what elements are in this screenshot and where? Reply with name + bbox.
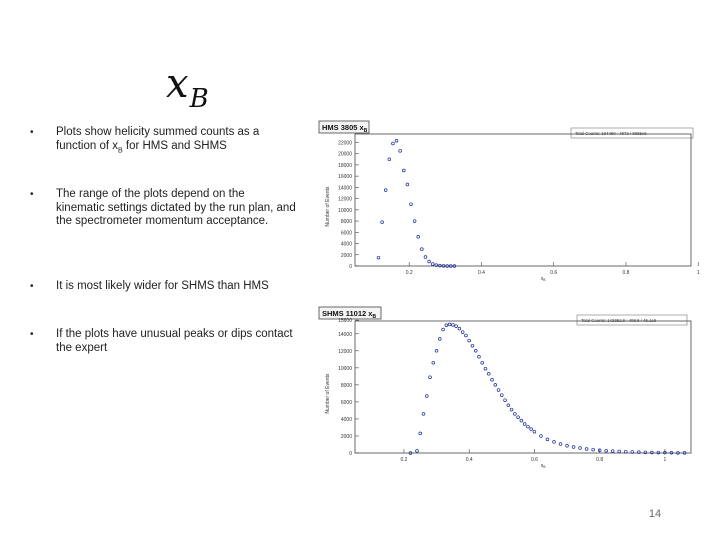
- bullet-glyph: •: [30, 329, 34, 340]
- data-point: [513, 412, 516, 415]
- data-point: [384, 189, 387, 192]
- bullet-text: It is most likely wider for SHMS than HMS: [56, 280, 269, 292]
- data-point: [533, 430, 536, 433]
- data-point: [402, 169, 405, 172]
- y-tick-label: 10000: [338, 365, 352, 372]
- data-point: [392, 142, 395, 145]
- data-point: [559, 443, 562, 446]
- x-axis-label: $x_B$: [540, 276, 546, 282]
- data-point: [451, 323, 454, 326]
- plot-title: HMS 3805 $x_B$: [322, 123, 368, 134]
- x-tick-label: 0.6: [550, 270, 558, 276]
- data-point: [425, 395, 428, 398]
- y-tick-label: 6000: [340, 399, 352, 406]
- x-tick-label: 0.8: [622, 270, 630, 276]
- y-axis-label: Number of Events: [325, 186, 331, 227]
- bullet-text: The range of the plots depend on the kinematic settings dictated by the run plan, and the spectrometer momentum acceptance.: [56, 188, 296, 227]
- hms-xb-histogram: [315, 118, 700, 282]
- data-point: [487, 372, 490, 375]
- plot-title-subscript: B: [363, 128, 368, 134]
- data-point: [381, 221, 384, 224]
- bullet-text: If the plots have unusual peaks or dips contact the expert: [56, 328, 293, 354]
- bullet-glyph: •: [30, 281, 34, 292]
- bullet-text-before: Plots show helicity summed counts as a function of x: [56, 126, 260, 152]
- data-point: [410, 203, 413, 206]
- plot-frame: [355, 134, 691, 266]
- bullet-text-subscript: B: [118, 146, 123, 154]
- data-point: [546, 438, 549, 441]
- y-tick-label: 2000: [340, 252, 352, 259]
- data-point: [399, 149, 402, 152]
- x-tick-label: 1: [663, 457, 667, 463]
- y-tick-label: 6000: [340, 230, 352, 237]
- data-point: [424, 256, 427, 259]
- data-point: [461, 331, 464, 334]
- y-tick-label: 0: [349, 264, 352, 270]
- data-point: [417, 235, 420, 238]
- x-tick-label: 0.2: [400, 457, 408, 463]
- data-point: [650, 451, 653, 454]
- data-point: [455, 325, 458, 328]
- y-tick-label: 8000: [340, 219, 352, 226]
- x-tick-label: 0.4: [477, 270, 485, 276]
- data-point: [523, 423, 526, 426]
- data-point: [406, 183, 409, 186]
- data-point: [429, 376, 432, 379]
- y-tick-label: 14000: [338, 185, 352, 192]
- data-point: [420, 248, 423, 251]
- y-axis-label: Number of Events: [325, 373, 331, 414]
- slide-title-main: x: [166, 61, 189, 107]
- x-tick-label: 0.8: [596, 457, 604, 463]
- y-tick-label: 14000: [338, 331, 352, 338]
- data-point: [377, 256, 380, 259]
- plot-title: SHMS 11012 $x_B$: [322, 309, 377, 320]
- data-point: [517, 416, 520, 419]
- data-point: [507, 404, 510, 407]
- data-point: [526, 425, 529, 428]
- y-tick-label: 22000: [338, 140, 352, 147]
- data-point: [484, 367, 487, 370]
- data-point: [465, 334, 468, 337]
- slide-title-subscript: B: [189, 84, 209, 114]
- data-point: [540, 435, 543, 438]
- data-point: [572, 446, 575, 449]
- y-tick-label: 4000: [340, 416, 352, 423]
- x-tick-label: 1: [696, 270, 700, 276]
- data-point: [657, 451, 660, 454]
- y-tick-label: 15600: [338, 318, 352, 325]
- data-point: [388, 158, 391, 161]
- data-point: [438, 337, 441, 340]
- shms-plot: [315, 305, 695, 469]
- x-tick-label: 0.4: [465, 457, 473, 463]
- y-tick-label: 2000: [340, 433, 352, 440]
- data-point: [504, 399, 507, 402]
- data-point: [413, 220, 416, 223]
- data-point: [585, 448, 588, 451]
- data-point: [618, 450, 621, 453]
- y-tick-label: 20000: [338, 151, 352, 158]
- plot-frame: [355, 321, 691, 453]
- data-point: [395, 139, 398, 142]
- data-point: [422, 412, 425, 415]
- data-point: [478, 355, 481, 358]
- bullet-glyph: •: [30, 189, 34, 200]
- bullet-text: [56, 126, 296, 157]
- y-tick-label: 16000: [338, 174, 352, 181]
- slide-title: [166, 61, 209, 119]
- y-tick-label: 12000: [338, 196, 352, 203]
- data-point: [520, 419, 523, 422]
- plot-title-subscript: B: [372, 314, 377, 320]
- data-point: [530, 428, 533, 431]
- data-point: [468, 339, 471, 342]
- data-point: [428, 260, 431, 263]
- bullet-glyph: •: [30, 127, 34, 138]
- hms-plot: [315, 118, 700, 282]
- data-point: [442, 328, 445, 331]
- data-point: [579, 447, 582, 450]
- data-point: [432, 361, 435, 364]
- data-point: [497, 389, 500, 392]
- data-point: [481, 361, 484, 364]
- data-point: [494, 383, 497, 386]
- y-tick-label: 12000: [338, 348, 352, 355]
- data-point: [445, 324, 448, 327]
- data-point: [500, 394, 503, 397]
- data-point: [566, 444, 569, 447]
- data-point: [592, 448, 595, 451]
- data-point: [605, 449, 608, 452]
- data-point: [431, 263, 434, 266]
- y-tick-label: 8000: [340, 382, 352, 389]
- page-number: 14: [648, 508, 662, 520]
- data-point: [611, 450, 614, 453]
- stats-text: Total Counts: 104460 : 4972 / 8365e6: [575, 131, 647, 136]
- y-tick-label: 18000: [338, 162, 352, 169]
- data-point: [510, 408, 513, 411]
- x-axis-label: $x_B$: [540, 463, 546, 469]
- data-point: [474, 349, 477, 352]
- x-tick-label: 0.2: [405, 270, 413, 276]
- data-point: [471, 344, 474, 347]
- y-tick-label: 4000: [340, 241, 352, 248]
- x-axis-label-subscript: B: [543, 278, 546, 282]
- data-point: [419, 432, 422, 435]
- x-tick-label: 0.6: [530, 457, 538, 463]
- y-tick-label: 10000: [338, 207, 352, 214]
- data-point: [553, 441, 556, 444]
- data-point: [448, 323, 451, 326]
- shms-xb-histogram: [315, 305, 695, 469]
- data-point: [435, 349, 438, 352]
- x-axis-label-subscript: B: [543, 465, 546, 469]
- bullet-text-after: for HMS and SHMS: [122, 139, 227, 152]
- data-point: [458, 327, 461, 330]
- data-point: [416, 449, 419, 452]
- stats-text: Total Counts: 142952.9 : 498.5 / 45.1e6: [581, 318, 657, 323]
- data-point: [491, 378, 494, 381]
- y-tick-label: 0: [349, 451, 352, 457]
